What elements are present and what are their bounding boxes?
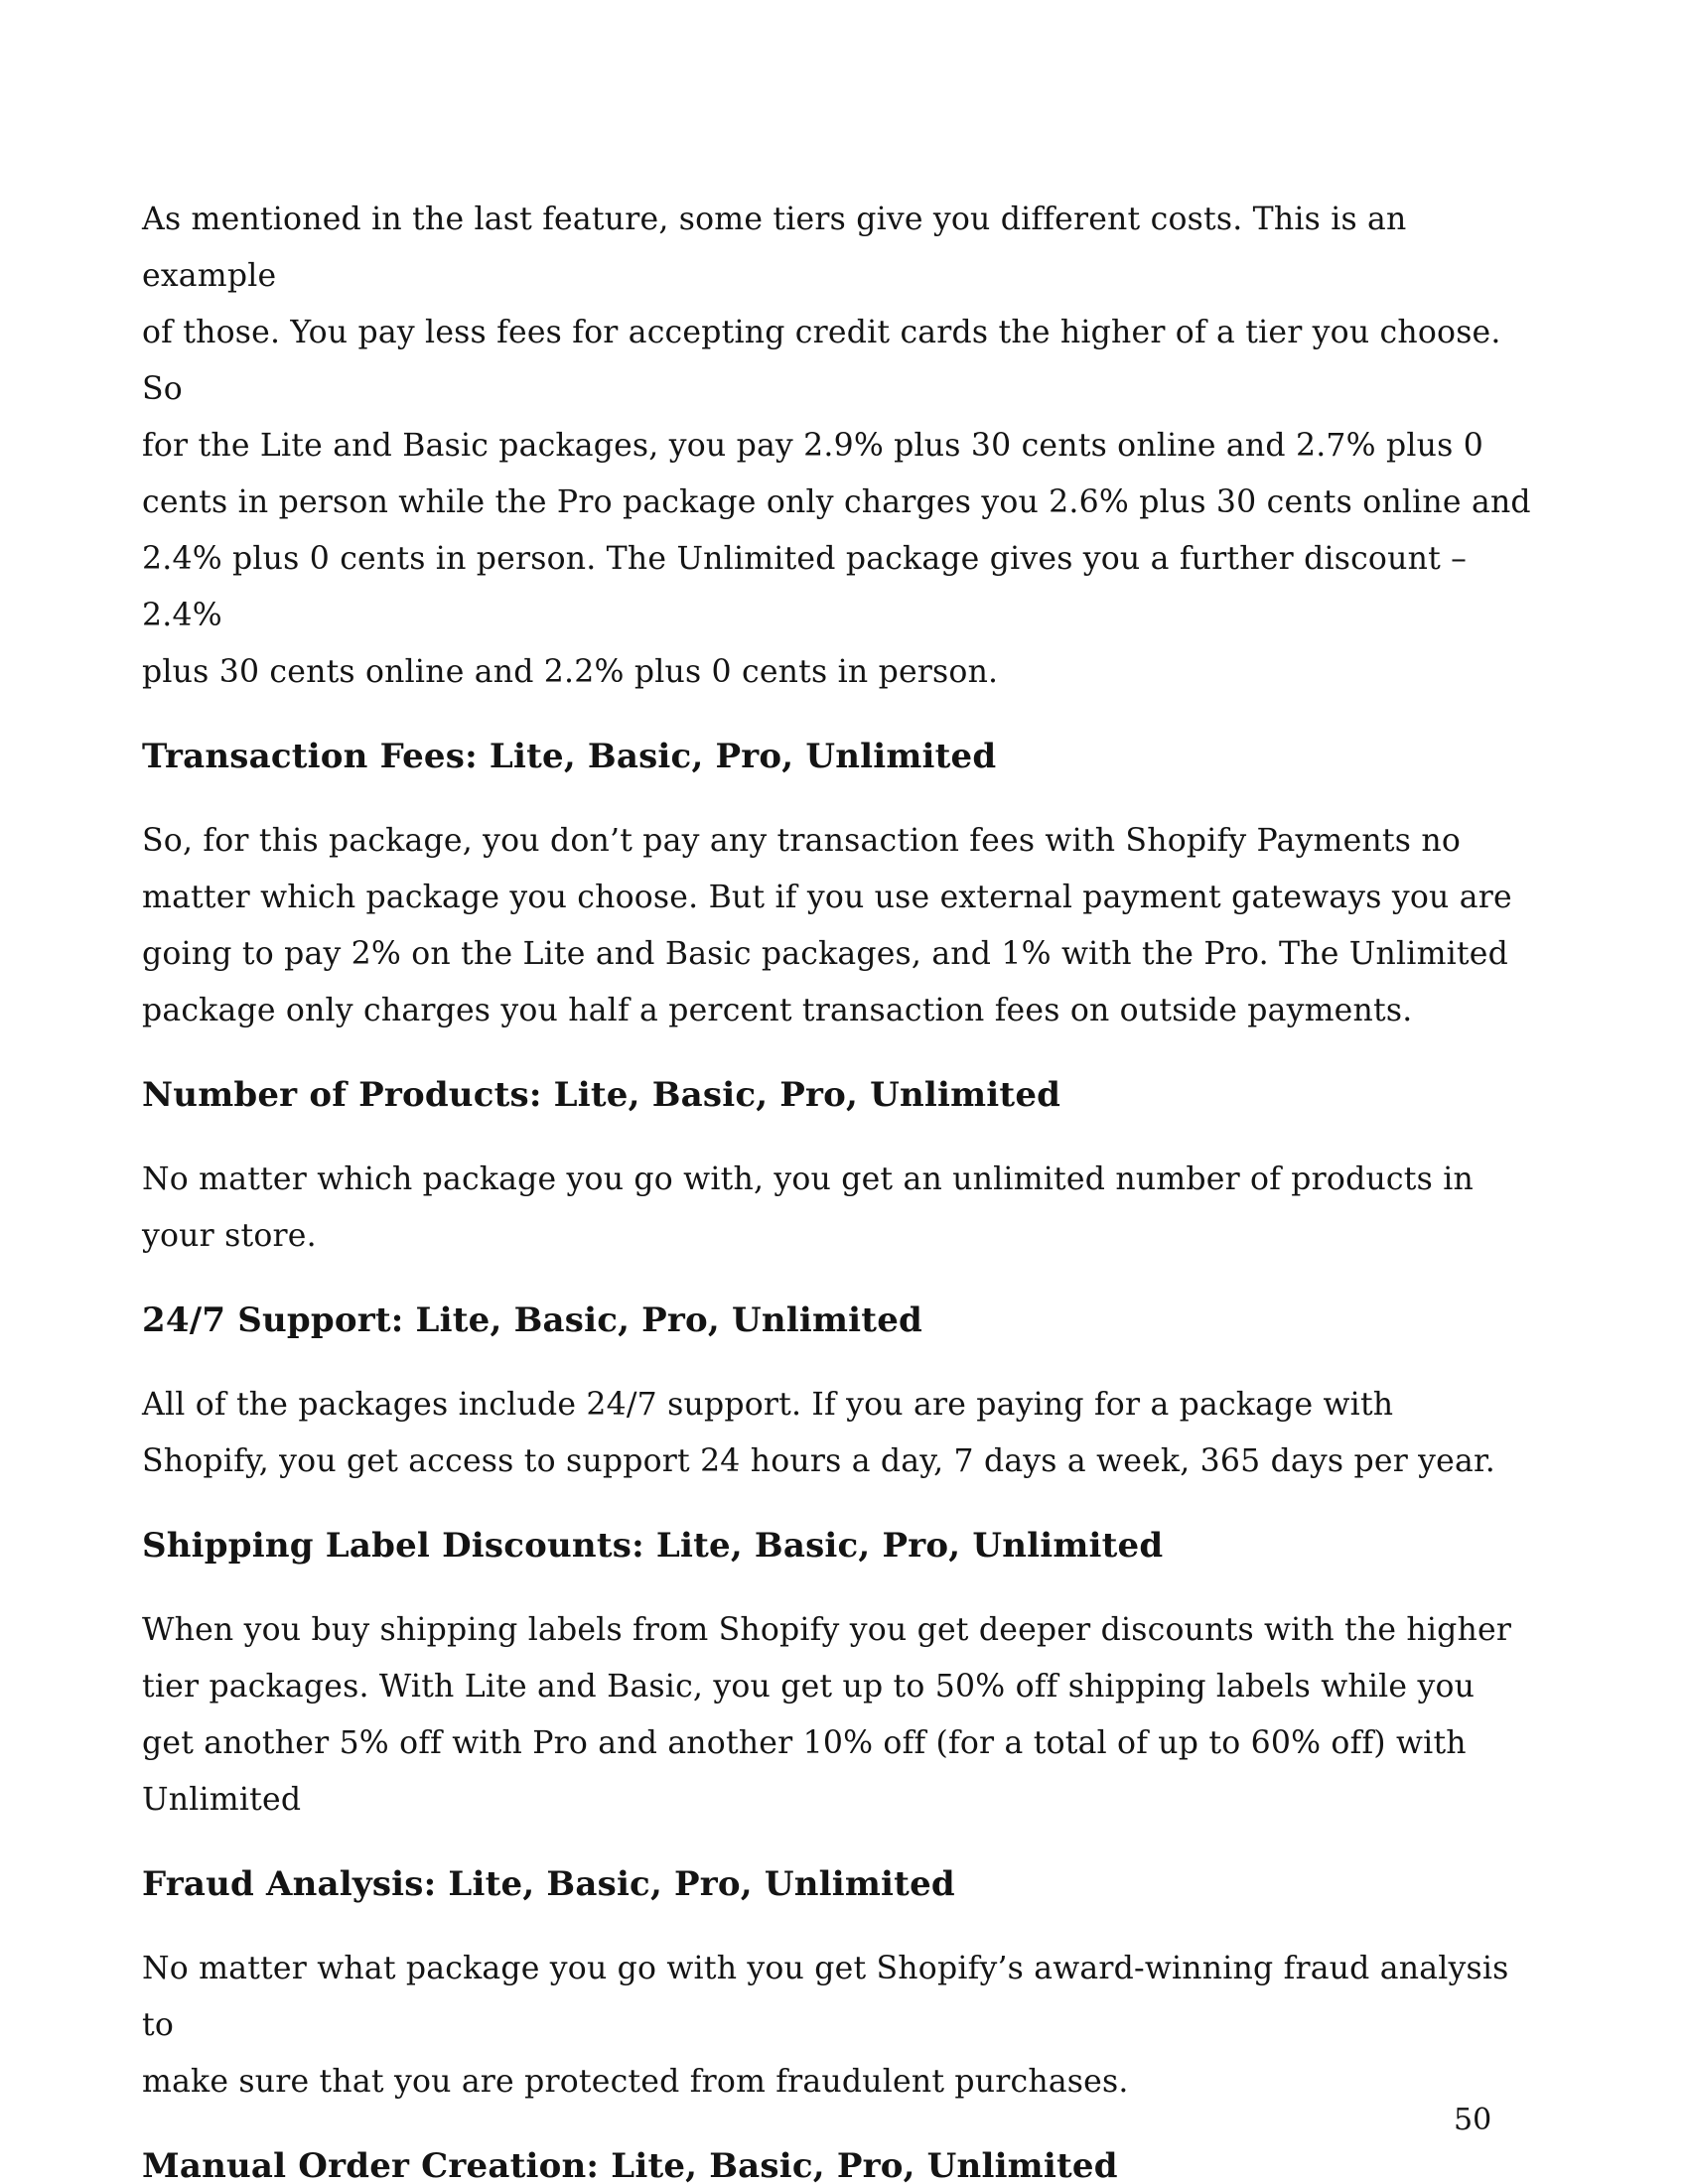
section-paragraph-number-of-products: No matter which package you go with, you get an unlimited number of products in your store. [142, 1161, 1474, 1254]
section-heading-fraud-analysis: Fraud Analysis: Lite, Basic, Pro, Unlimited [142, 1864, 955, 1904]
section-number-of-products [142, 1067, 1539, 1265]
intro-paragraph: As mentioned in the last feature, some tiers give you different costs. This is an example of those. You pay less fees for accepting credit cards the higher of a tier you choose. So for the Lite and Basic packages, you pay 2.9% plus 30 cents online and 2.7% plus 0 cents in person while the Pro package only charges you 2.6% plus 30 cents online and 2.4% plus 0 cents in person. The Unlimited package gives you a further discount – 2.4% plus 30 cents online and 2.2% plus 0 cents in person. [142, 202, 1531, 690]
section-paragraph-fraud-analysis: No matter what package you go with you get Shopify’s award-winning fraud analysis to make sure that you are protected from fraudulent purchases. [142, 1951, 1509, 2100]
section-paragraph-shipping-label-discounts: When you buy shipping labels from Shopify you get deeper discounts with the higher tier packages. With Lite and Basic, you get up to 50% off shipping labels while you get another 5% off with Pro and another 10% off (for a total of up to 60% off) with Unlimited [142, 1612, 1512, 1818]
section-heading-support: 24/7 Support: Lite, Basic, Pro, Unlimited [142, 1300, 922, 1340]
section-manual-order-creation [142, 2138, 1539, 2184]
section-heading-transaction-fees: Transaction Fees: Lite, Basic, Pro, Unlimited [142, 737, 997, 776]
section-heading-manual-order-creation: Manual Order Creation: Lite, Basic, Pro, Unlimited [142, 2146, 1118, 2184]
section-shipping-label-discounts [142, 1518, 1539, 1829]
page-number: 50 [1454, 2103, 1492, 2137]
section-paragraph-support: All of the packages include 24/7 support. If you are paying for a package with Shopify, you get access to support 24 hours a day, 7 days a week, 365 days per year. [142, 1387, 1495, 1479]
section-heading-shipping-label-discounts: Shipping Label Discounts: Lite, Basic, Pro, Unlimited [142, 1526, 1164, 1566]
section-paragraph-transaction-fees: So, for this package, you don’t pay any transaction fees with Shopify Payments no matter which package you choose. But if you use external payment gateways you are going to pay 2% on the Lite and Basic packages, and 1% with the Pro. The Unlimited package only charges you half a percent transaction fees on outside payments. [142, 823, 1512, 1028]
section-transaction-fees [142, 729, 1539, 1039]
section-heading-number-of-products: Number of Products: Lite, Basic, Pro, Unlimited [142, 1075, 1061, 1115]
section-support [142, 1293, 1539, 1490]
section-fraud-analysis [142, 1856, 1539, 2111]
